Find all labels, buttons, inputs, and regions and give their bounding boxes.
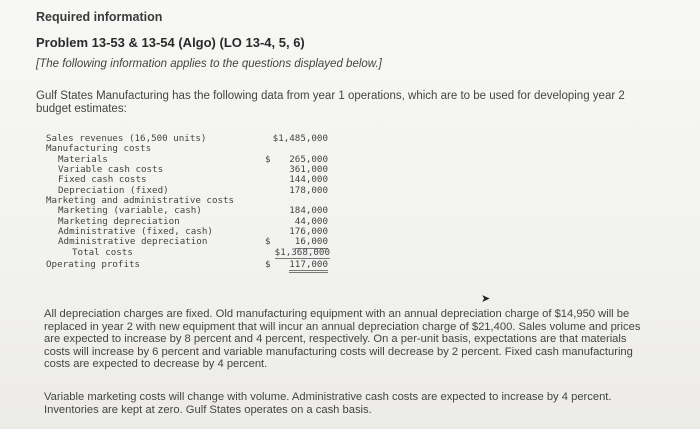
- materials-value: 265,000: [289, 153, 328, 165]
- mkt-variable-label: Marketing (variable, cash): [58, 205, 202, 217]
- admin-depr-label: Administrative depreciation: [58, 236, 208, 248]
- total-costs-value: $1,368,000: [274, 246, 330, 258]
- operating-profits-value: 117,000: [289, 260, 328, 273]
- materials-label: Materials: [58, 153, 108, 165]
- mkt-depr-label: Marketing depreciation: [58, 215, 180, 227]
- fixed-cash-label: Fixed cash costs: [58, 174, 147, 186]
- op-profit-dollar: $: [265, 258, 271, 270]
- table-row: [46, 248, 336, 258]
- depreciation-value: 178,000: [289, 184, 328, 196]
- depreciation-label: Depreciation (fixed): [58, 184, 169, 196]
- info-note: [The following information applies to the questions displayed below.]: [36, 58, 382, 70]
- mfg-costs-label: Manufacturing costs: [46, 143, 152, 155]
- variable-cash-value: 361,000: [289, 164, 328, 176]
- problem-title: Problem 13-53 & 13-54 (Algo) (LO 13-4, 5, 6): [36, 35, 305, 50]
- variable-cash-label: Variable cash costs: [58, 164, 164, 176]
- intro-text: Gulf States Manufacturing has the following data from year 1 operations, which are to be used for developing year 2 budget estimates:: [36, 90, 625, 115]
- admin-depr-dollar: $: [265, 236, 271, 248]
- table-row: [46, 260, 336, 270]
- fixed-cash-value: 144,000: [289, 174, 328, 186]
- mkt-admin-label: Marketing and administrative costs: [46, 195, 235, 207]
- sales-label: Sales revenues (16,500 units): [46, 133, 207, 144]
- admin-fixed-value: 176,000: [289, 225, 328, 237]
- mkt-variable-value: 184,000: [289, 205, 328, 217]
- assumptions-paragraph-1: All depreciation charges are fixed. Old manufacturing equipment with an annual depreciation charge of $14,950 will be replaced in year 2 with new equipment that will incur an annual depreciation charge of $21,400. Sales volume and prices are expected to increase by 8 percent and 4 percent, respectively. On a per-unit basis, expectations are that materials costs will increase by 6 percent and variable manufacturing costs will decrease by 2 percent. Fixed cash manufacturing costs are expected to decrease by 4 percent.: [44, 308, 641, 371]
- financial-data-table: [46, 134, 336, 270]
- materials-dollar: $: [265, 153, 271, 165]
- assumptions-paragraph-2: Variable marketing costs will change with volume. Administrative cash costs are expected to increase by 4 percent. Inventories are kept at zero. Gulf States operates on a cash basis.: [44, 391, 612, 416]
- total-costs-label: Total costs: [72, 246, 133, 258]
- mkt-depr-value: 44,000: [294, 215, 328, 227]
- operating-profits-label: Operating profits: [46, 258, 141, 270]
- required-information-heading: Required information: [36, 10, 163, 24]
- admin-fixed-label: Administrative (fixed, cash): [58, 225, 213, 237]
- admin-depr-value: 16,000: [294, 236, 328, 248]
- cursor-arrow-icon: ➤: [481, 293, 491, 305]
- sales-value: $1,485,000: [272, 133, 328, 144]
